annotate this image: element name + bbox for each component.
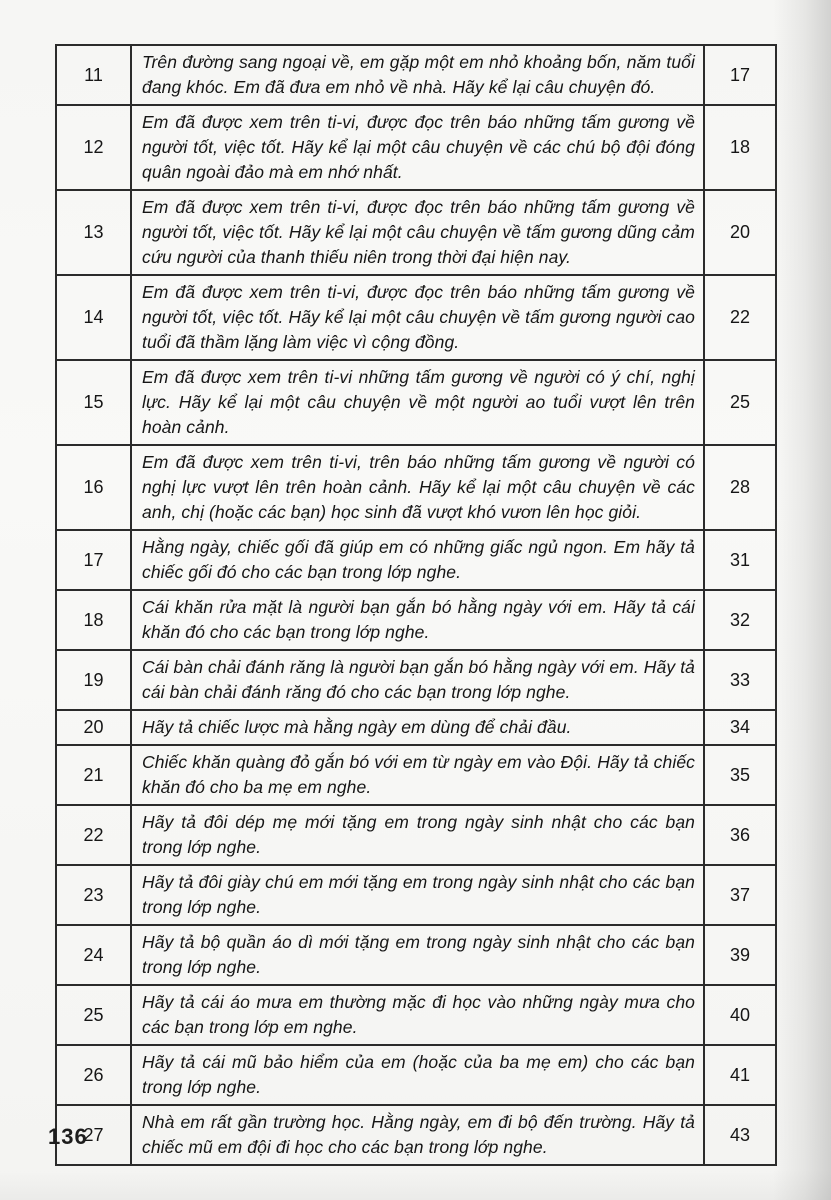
- topic-number: 16: [56, 445, 131, 530]
- table-row: [56, 445, 776, 530]
- topic-page-number: 22: [704, 275, 776, 360]
- table-row: [56, 590, 776, 650]
- topic-number: 26: [56, 1045, 131, 1105]
- table-row: [56, 650, 776, 710]
- topic-number: 21: [56, 745, 131, 805]
- topic-text: Hãy tả cái mũ bảo hiểm của em (hoặc của ba mẹ em) cho các bạn trong lớp nghe.: [131, 1045, 704, 1105]
- topic-text: Hãy tả đôi giày chú em mới tặng em trong ngày sinh nhật cho các bạn trong lớp nghe.: [131, 865, 704, 925]
- topic-text: Chiếc khăn quàng đỏ gắn bó với em từ ngày em vào Đội. Hãy tả chiếc khăn đó cho ba mẹ em nghe.: [131, 745, 704, 805]
- topic-number: 12: [56, 105, 131, 190]
- topic-text: Hằng ngày, chiếc gối đã giúp em có những giấc ngủ ngon. Em hãy tả chiếc gối đó cho các bạn trong lớp nghe.: [131, 530, 704, 590]
- table-row: [56, 805, 776, 865]
- table-row: [56, 45, 776, 105]
- scan-bottom-shadow: [0, 1170, 831, 1200]
- table-row: [56, 105, 776, 190]
- table-row: [56, 985, 776, 1045]
- topic-text: Hãy tả cái áo mưa em thường mặc đi học vào những ngày mưa cho các bạn trong lớp em nghe.: [131, 985, 704, 1045]
- topic-page-number: 39: [704, 925, 776, 985]
- table-row: [56, 925, 776, 985]
- topic-page-number: 40: [704, 985, 776, 1045]
- topic-page-number: 18: [704, 105, 776, 190]
- topic-number: 11: [56, 45, 131, 105]
- topic-text: Nhà em rất gần trường học. Hằng ngày, em đi bộ đến trường. Hãy tả chiếc mũ em đội đi học cho các bạn trong lớp nghe.: [131, 1105, 704, 1165]
- topic-number: 24: [56, 925, 131, 985]
- topic-number: 19: [56, 650, 131, 710]
- topic-page-number: 35: [704, 745, 776, 805]
- topics-table: [55, 44, 777, 1166]
- topic-number: 22: [56, 805, 131, 865]
- scan-gutter-shadow: [773, 0, 831, 1200]
- topic-page-number: 32: [704, 590, 776, 650]
- topic-number: 14: [56, 275, 131, 360]
- topic-text: Cái khăn rửa mặt là người bạn gắn bó hằng ngày với em. Hãy tả cái khăn đó cho các bạn trong lớp nghe.: [131, 590, 704, 650]
- topic-page-number: 31: [704, 530, 776, 590]
- table-row: [56, 360, 776, 445]
- topic-page-number: 33: [704, 650, 776, 710]
- topic-text: Cái bàn chải đánh răng là người bạn gắn bó hằng ngày với em. Hãy tả cái bàn chải đánh răng đó cho các bạn trong lớp nghe.: [131, 650, 704, 710]
- topic-page-number: 37: [704, 865, 776, 925]
- topic-text: Hãy tả chiếc lược mà hằng ngày em dùng để chải đầu.: [131, 710, 704, 745]
- table-row: [56, 745, 776, 805]
- topic-number: 17: [56, 530, 131, 590]
- topic-text: Em đã được xem trên ti-vi, được đọc trên báo những tấm gương về người tốt, việc tốt. Hãy kể lại một câu chuyện về tấm gương người cao tuổi đã thầm lặng làm việc vì cộng đồng.: [131, 275, 704, 360]
- topic-page-number: 41: [704, 1045, 776, 1105]
- topic-text: Em đã được xem trên ti-vi, được đọc trên báo những tấm gương về người tốt, việc tốt. Hãy kể lại một câu chuyện về các chú bộ đội đóng quân ngoài đảo mà em nhớ nhất.: [131, 105, 704, 190]
- topic-number: 20: [56, 710, 131, 745]
- topic-text: Hãy tả bộ quần áo dì mới tặng em trong ngày sinh nhật cho các bạn trong lớp nghe.: [131, 925, 704, 985]
- topic-text: Em đã được xem trên ti-vi, được đọc trên báo những tấm gương về người tốt, việc tốt. Hãy kể lại một câu chuyện về tấm gương dũng cảm cứu người của thanh thiếu niên trong thời đại hiện nay.: [131, 190, 704, 275]
- topic-page-number: 28: [704, 445, 776, 530]
- table-row: [56, 1105, 776, 1165]
- topic-number: 25: [56, 985, 131, 1045]
- table-row: [56, 710, 776, 745]
- topic-text: Trên đường sang ngoại về, em gặp một em nhỏ khoảng bốn, năm tuổi đang khóc. Em đã đưa em nhỏ về nhà. Hãy kể lại câu chuyện đó.: [131, 45, 704, 105]
- topic-page-number: 34: [704, 710, 776, 745]
- topic-page-number: 17: [704, 45, 776, 105]
- table-row: [56, 275, 776, 360]
- topic-page-number: 25: [704, 360, 776, 445]
- table-row: [56, 530, 776, 590]
- topic-number: 18: [56, 590, 131, 650]
- footer-page-number: 136: [48, 1124, 88, 1149]
- topic-text: Em đã được xem trên ti-vi những tấm gương về người có ý chí, nghị lực. Hãy kể lại một câu chuyện về một người ao tuổi vượt lên trên hoàn cảnh.: [131, 360, 704, 445]
- topic-text: Hãy tả đôi dép mẹ mới tặng em trong ngày sinh nhật cho các bạn trong lớp nghe.: [131, 805, 704, 865]
- topic-text: Em đã được xem trên ti-vi, trên báo những tấm gương về người có nghị lực vượt lên trên hoàn cảnh. Hãy kể lại một câu chuyện về các anh, chị (hoặc các bạn) học sinh đã vượt khó vươn lên học giỏi.: [131, 445, 704, 530]
- table-row: [56, 1045, 776, 1105]
- topic-number: 15: [56, 360, 131, 445]
- topic-page-number: 43: [704, 1105, 776, 1165]
- table-row: [56, 865, 776, 925]
- topic-page-number: 20: [704, 190, 776, 275]
- topics-table-body: [56, 45, 776, 1165]
- topic-number: 13: [56, 190, 131, 275]
- topic-number: 27: [56, 1105, 131, 1165]
- table-row: [56, 190, 776, 275]
- topic-page-number: 36: [704, 805, 776, 865]
- topic-number: 23: [56, 865, 131, 925]
